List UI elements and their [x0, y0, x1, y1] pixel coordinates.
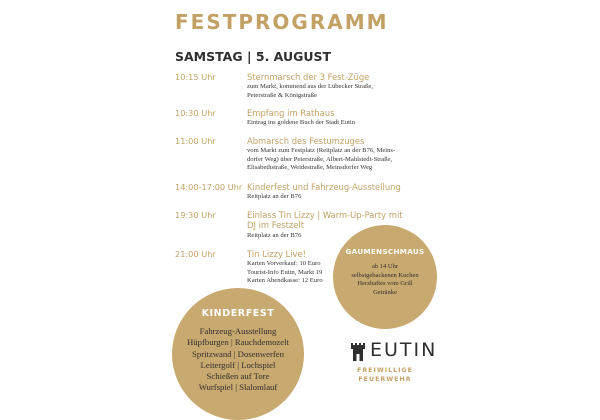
event-description-line: Elisabethstraße, Weidestraße, Meinsdorfer Weg	[247, 164, 373, 172]
gaumenschmaus-item: Getränke	[373, 288, 397, 296]
eutin-logo: EUTIN	[370, 339, 438, 361]
feuerwehr-label	[350, 367, 420, 384]
event-title: Einlass Tin Lizzy | Warm-Up-Party mit DJ im Festzelt	[247, 210, 403, 230]
kinderfest-item: Schießen auf Tore	[206, 371, 270, 382]
kinderfest-item: Fahrzeug-Ausstellung	[199, 326, 277, 336]
event-description-line: Karten Vorverkauf: 10 Euro	[247, 260, 321, 267]
event-time: 10:30 Uhr	[175, 108, 216, 118]
event-description-line: Reitplatz an der B76	[247, 232, 302, 239]
kinderfest-item: Leitergolf | Lochspiel	[200, 359, 276, 370]
gaumenschmaus-item: Herzhaftes vom Grill	[357, 280, 413, 288]
event-description-line: zum Markt, kommend aus der Lübecker Straße,	[247, 83, 373, 90]
castle-icon	[349, 341, 367, 363]
event-title: Empfang im Rathaus	[247, 108, 335, 118]
gaumenschmaus-item: ab 14 Uhr	[372, 263, 398, 270]
kinderfest-item: Wurfspiel | Slalomlauf	[198, 382, 278, 393]
event-description-line: Karten Abendkasse: 12 Euro	[247, 277, 323, 285]
event-description	[247, 83, 407, 100]
event-description-line: Peterstraße & Königstraße	[247, 91, 317, 99]
page-title: FESTPROGRAMM	[175, 10, 389, 34]
event-title: Abmarsch des Festumzuges	[247, 136, 365, 146]
gaumenschmaus-list	[333, 263, 437, 297]
event-title: Kinderfest und Fahrzeug-Ausstellung	[247, 182, 401, 192]
kinderfest-circle	[172, 288, 304, 420]
event-time: 10:15 Uhr	[175, 72, 216, 82]
event-description-line: Reitplatz an der B76	[247, 193, 302, 200]
event-time: 19:30 Uhr	[175, 210, 216, 220]
kinderfest-item: Hüpfburgen | Rauchdemozelt	[187, 337, 289, 348]
event-description-line: Tourist-Info Eutin, Markt 19	[247, 268, 323, 276]
event-description	[247, 119, 407, 128]
gaumenschmaus-item: selbstgebackenen Kuchen	[351, 271, 419, 279]
kinderfest-title: KINDERFEST	[201, 308, 275, 319]
feuerwehr-line: FREIWILLIGE	[357, 367, 413, 374]
event-description-line: Eintrag ins goldene Buch der Stadt Eutin	[247, 119, 356, 126]
feuerwehr-line: FEUERWEHR	[358, 375, 412, 383]
event-time: 11:00 Uhr	[175, 136, 216, 146]
event-description-line: vom Markt zum Festplatz (Reitplatz an der B76, Meins-	[247, 147, 396, 154]
gaumenschmaus-title: GAUMENSCHMAUS	[345, 247, 425, 256]
event-time: 21:00 Uhr	[175, 249, 216, 259]
kinderfest-item: Spritzwand | Dosenwerfen	[192, 348, 284, 359]
gaumenschmaus-circle	[333, 225, 437, 329]
event-description	[247, 147, 407, 173]
event-time: 14:00-17:00 Uhr	[175, 182, 243, 192]
event-title: Tin Lizzy Live!	[247, 249, 307, 259]
event-description	[247, 193, 407, 202]
date-heading: SAMSTAG | 5. AUGUST	[175, 49, 332, 64]
kinderfest-list	[172, 326, 304, 394]
event-description-line: dorfer Weg) über Peterstraße, Albert-Mahlstedt-Straße,	[247, 155, 393, 163]
event-title: Sternmarsch der 3 Fest-Züge	[247, 72, 370, 82]
